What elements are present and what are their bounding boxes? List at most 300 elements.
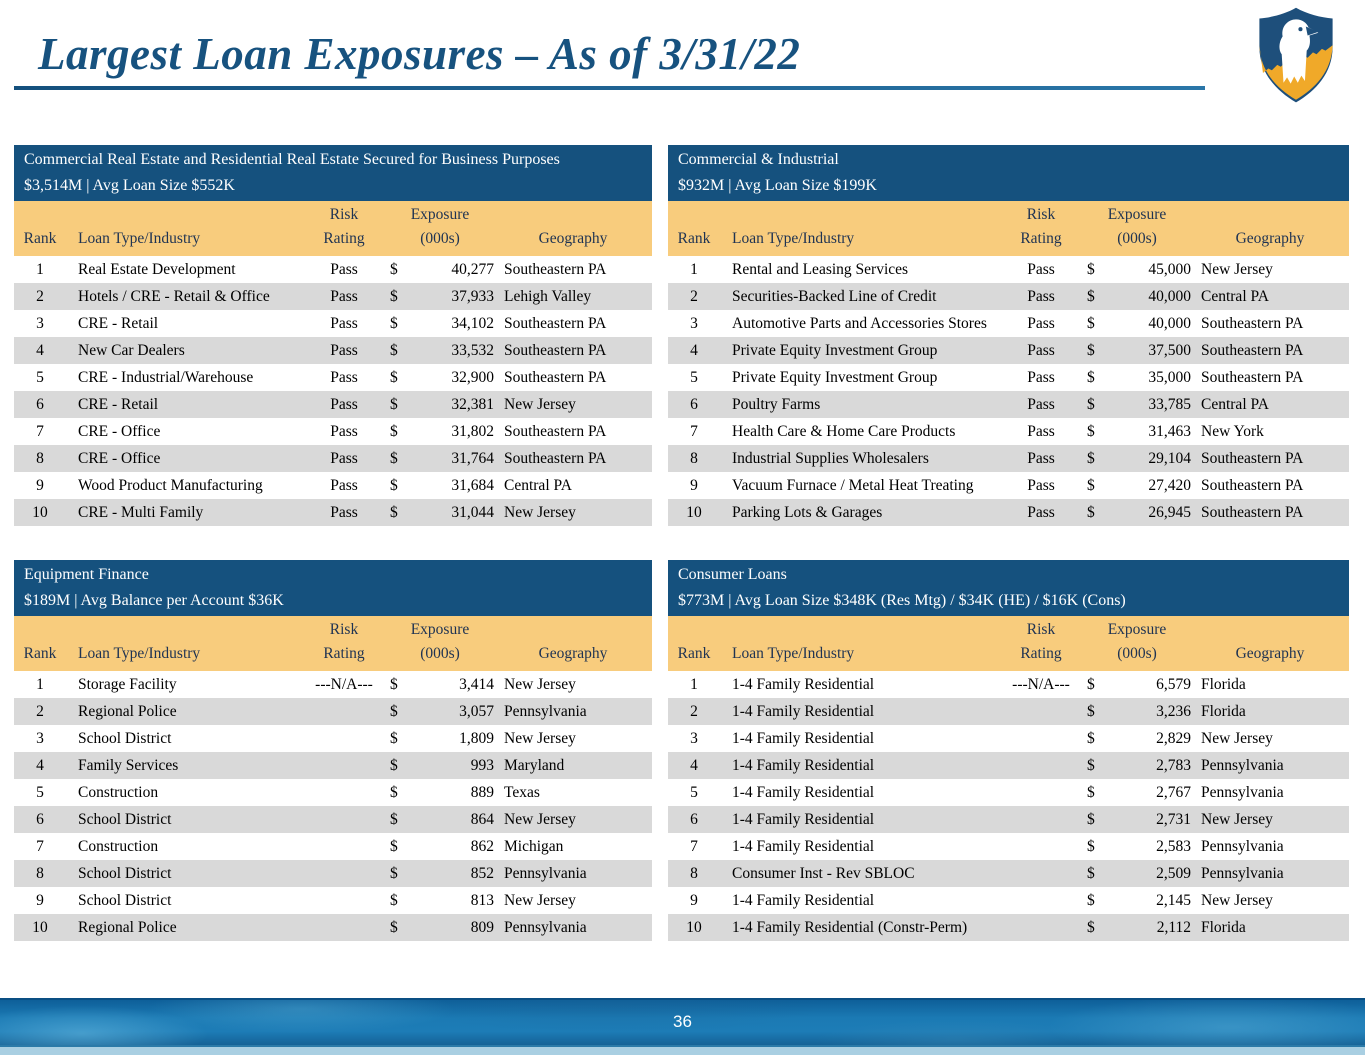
col-header-rank: Rank	[23, 230, 57, 247]
exposure-cell: 40,000	[1148, 314, 1191, 332]
exposure-cell: 31,463	[1148, 422, 1191, 440]
table-row	[668, 337, 1349, 364]
dollar-sign: $	[1087, 287, 1095, 305]
loan-type-cell: School District	[78, 891, 172, 909]
exposure-cell: 40,000	[1148, 287, 1191, 305]
rank-cell: 1	[36, 260, 44, 278]
rank-cell: 8	[690, 449, 698, 467]
loan-type-cell: Hotels / CRE - Retail & Office	[78, 287, 270, 305]
dollar-sign: $	[1087, 260, 1095, 278]
loan-type-cell: Regional Police	[78, 702, 177, 720]
risk-rating-cell: Pass	[1027, 476, 1055, 494]
rank-cell: 8	[690, 864, 698, 882]
loan-type-cell: Vacuum Furnace / Metal Heat Treating	[732, 476, 974, 494]
rank-cell: 4	[690, 756, 698, 774]
exposure-cell: 2,783	[1156, 756, 1191, 774]
table-row	[668, 752, 1349, 779]
table-title: Consumer Loans	[678, 566, 787, 583]
col-header-loan-type: Loan Type/Industry	[732, 230, 855, 247]
rank-cell: 5	[690, 368, 698, 386]
table-row	[14, 391, 652, 418]
geography-cell: Southeastern PA	[504, 422, 607, 440]
exposure-cell: 1,809	[459, 729, 494, 747]
rank-cell: 10	[32, 918, 48, 936]
rank-cell: 10	[32, 503, 48, 521]
table-title-band	[14, 145, 652, 201]
exposure-cell: 34,102	[451, 314, 494, 332]
dollar-sign: $	[1087, 891, 1095, 909]
rank-cell: 2	[690, 702, 698, 720]
dollar-sign: $	[1087, 449, 1095, 467]
table-row	[14, 860, 652, 887]
rank-cell: 8	[36, 449, 44, 467]
dollar-sign: $	[390, 891, 398, 909]
table-row	[14, 310, 652, 337]
geography-cell: New Jersey	[504, 503, 576, 521]
table-title-band	[14, 560, 652, 616]
geography-cell: Pennsylvania	[1201, 783, 1284, 801]
loan-type-cell: 1-4 Family Residential	[732, 675, 875, 693]
risk-rating-cell: Pass	[1027, 395, 1055, 413]
dollar-sign: $	[1087, 368, 1095, 386]
risk-rating-cell: Pass	[330, 476, 358, 494]
rank-cell: 7	[36, 422, 44, 440]
geography-cell: New Jersey	[1201, 891, 1273, 909]
table-body	[668, 671, 1349, 941]
table-row	[668, 671, 1349, 698]
dollar-sign: $	[1087, 756, 1095, 774]
loan-type-cell: Industrial Supplies Wholesalers	[732, 449, 929, 467]
exposure-cell: 2,112	[1156, 918, 1191, 936]
geography-cell: Southeastern PA	[504, 341, 607, 359]
col-header-risk-rating: Risk Rating	[323, 621, 365, 662]
exposure-cell: 29,104	[1148, 449, 1191, 467]
footer-bottom-strip	[0, 1045, 1365, 1055]
loan-type-cell: Regional Police	[78, 918, 177, 936]
col-header-risk-rating: Risk Rating	[1020, 206, 1062, 247]
table-row	[668, 725, 1349, 752]
rank-cell: 2	[690, 287, 698, 305]
table-title-band	[668, 145, 1349, 201]
risk-rating-cell: Pass	[1027, 260, 1055, 278]
table-row	[668, 806, 1349, 833]
table-row	[668, 698, 1349, 725]
exposure-cell: 31,802	[451, 422, 494, 440]
table-row	[14, 499, 652, 526]
exposure-cell: 35,000	[1148, 368, 1191, 386]
exposure-cell: 31,684	[451, 476, 494, 494]
table-row	[14, 725, 652, 752]
risk-rating-cell: Pass	[330, 287, 358, 305]
rank-cell: 5	[690, 783, 698, 801]
geography-cell: New Jersey	[504, 729, 576, 747]
table-row	[668, 418, 1349, 445]
loan-type-cell: CRE - Industrial/Warehouse	[78, 368, 254, 386]
col-header-geography: Geography	[538, 230, 608, 247]
exposure-cell: 31,764	[451, 449, 494, 467]
loan-type-cell: Construction	[78, 783, 159, 801]
geography-cell: Michigan	[504, 837, 564, 855]
risk-rating-cell: Pass	[1027, 314, 1055, 332]
table-row	[14, 752, 652, 779]
rank-cell: 5	[36, 368, 44, 386]
geography-cell: Central PA	[504, 476, 572, 494]
exposure-cell: 37,933	[451, 287, 494, 305]
col-header-loan-type: Loan Type/Industry	[732, 645, 855, 662]
dollar-sign: $	[1087, 729, 1095, 747]
dollar-sign: $	[1087, 810, 1095, 828]
exposure-cell: 2,583	[1156, 837, 1191, 855]
rank-cell: 9	[690, 476, 698, 494]
exposure-cell: 993	[470, 756, 494, 774]
table-row	[668, 445, 1349, 472]
geography-cell: Florida	[1201, 675, 1246, 693]
rank-cell: 9	[690, 891, 698, 909]
geography-cell: Southeastern PA	[1201, 449, 1304, 467]
dollar-sign: $	[390, 422, 398, 440]
column-header-row	[668, 616, 1349, 671]
exposure-cell: 33,532	[451, 341, 494, 359]
geography-cell: New Jersey	[504, 395, 576, 413]
geography-cell: Lehigh Valley	[504, 287, 592, 305]
col-header-loan-type: Loan Type/Industry	[78, 230, 201, 247]
loan-type-cell: Wood Product Manufacturing	[78, 476, 263, 494]
table-cre	[14, 145, 652, 526]
geography-cell: Maryland	[504, 756, 565, 774]
dollar-sign: $	[390, 783, 398, 801]
page-number: 36	[673, 1012, 692, 1031]
dollar-sign: $	[1087, 918, 1095, 936]
exposure-cell: 6,579	[1156, 675, 1191, 693]
page-title: Largest Loan Exposures – As of 3/31/22	[38, 29, 801, 79]
dollar-sign: $	[390, 287, 398, 305]
loan-type-cell: Health Care & Home Care Products	[732, 422, 956, 440]
col-header-geography: Geography	[1235, 230, 1305, 247]
rank-cell: 3	[690, 729, 698, 747]
exposure-cell: 3,414	[459, 675, 494, 693]
col-header-risk-rating: Risk Rating	[1020, 621, 1062, 662]
risk-rating-cell: Pass	[330, 422, 358, 440]
table-subtitle: $3,514M | Avg Loan Size $552K	[24, 177, 235, 194]
geography-cell: New Jersey	[1201, 810, 1273, 828]
risk-rating-cell: Pass	[330, 341, 358, 359]
risk-rating-cell: Pass	[1027, 341, 1055, 359]
exposure-cell: 809	[470, 918, 494, 936]
dollar-sign: $	[390, 368, 398, 386]
rank-cell: 7	[690, 422, 698, 440]
col-header-rank: Rank	[677, 230, 711, 247]
risk-rating-cell: Pass	[330, 395, 358, 413]
exposure-cell: 45,000	[1148, 260, 1191, 278]
exposure-cell: 40,277	[451, 260, 494, 278]
risk-rating-cell: Pass	[1027, 368, 1055, 386]
col-header-geography: Geography	[1235, 645, 1305, 662]
exposure-cell: 889	[470, 783, 494, 801]
table-row	[14, 472, 652, 499]
geography-cell: Southeastern PA	[504, 314, 607, 332]
geography-cell: Southeastern PA	[1201, 341, 1304, 359]
loan-type-cell: 1-4 Family Residential	[732, 810, 875, 828]
loan-type-cell: Automotive Parts and Accessories Stores	[732, 314, 987, 332]
exposure-cell: 32,381	[451, 395, 494, 413]
dollar-sign: $	[1087, 503, 1095, 521]
loan-type-cell: School District	[78, 864, 172, 882]
exposure-cell: 31,044	[451, 503, 494, 521]
table-row	[668, 256, 1349, 283]
eagle-shield-logo-icon	[1248, 6, 1344, 106]
table-row	[14, 887, 652, 914]
loan-type-cell: CRE - Office	[78, 449, 161, 467]
col-header-exposure: Exposure (000s)	[410, 621, 470, 662]
col-header-loan-type: Loan Type/Industry	[78, 645, 201, 662]
geography-cell: Southeastern PA	[1201, 476, 1304, 494]
table-body	[668, 256, 1349, 526]
loan-type-cell: Rental and Leasing Services	[732, 260, 909, 278]
geography-cell: New Jersey	[1201, 729, 1273, 747]
table-row	[668, 779, 1349, 806]
column-header-row	[668, 201, 1349, 256]
table-row	[668, 833, 1349, 860]
exposure-cell: 27,420	[1148, 476, 1191, 494]
dollar-sign: $	[390, 449, 398, 467]
title-underline	[14, 86, 1205, 90]
col-header-exposure: Exposure (000s)	[1107, 206, 1167, 247]
table-title: Commercial Real Estate and Residential Real Estate Secured for Business Purposes	[24, 151, 560, 168]
geography-cell: New York	[1201, 422, 1264, 440]
table-row	[14, 364, 652, 391]
dollar-sign: $	[1087, 702, 1095, 720]
loan-type-cell: Private Equity Investment Group	[732, 368, 938, 386]
table-row	[14, 833, 652, 860]
dollar-sign: $	[1087, 675, 1095, 693]
rank-cell: 7	[36, 837, 44, 855]
rank-cell: 9	[36, 476, 44, 494]
table-row	[668, 914, 1349, 941]
loan-type-cell: CRE - Office	[78, 422, 161, 440]
table-row	[14, 445, 652, 472]
geography-cell: Florida	[1201, 702, 1246, 720]
col-header-exposure: Exposure (000s)	[410, 206, 470, 247]
table-row	[668, 887, 1349, 914]
dollar-sign: $	[390, 675, 398, 693]
dollar-sign: $	[1087, 476, 1095, 494]
dollar-sign: $	[1087, 341, 1095, 359]
loan-type-cell: New Car Dealers	[78, 341, 185, 359]
geography-cell: Southeastern PA	[1201, 368, 1304, 386]
dollar-sign: $	[390, 476, 398, 494]
risk-rating-cell: Pass	[1027, 449, 1055, 467]
geography-cell: Pennsylvania	[504, 702, 587, 720]
loan-type-cell: Storage Facility	[78, 675, 177, 693]
table-consumer-loans	[668, 560, 1349, 941]
exposure-cell: 862	[470, 837, 494, 855]
rank-cell: 4	[36, 756, 44, 774]
table-body	[14, 671, 652, 941]
column-header-row	[14, 201, 652, 256]
loan-type-cell: 1-4 Family Residential	[732, 702, 875, 720]
loan-type-cell: Securities-Backed Line of Credit	[732, 287, 937, 305]
table-row	[14, 283, 652, 310]
loan-type-cell: Consumer Inst - Rev SBLOC	[732, 864, 915, 882]
dollar-sign: $	[1087, 837, 1095, 855]
rank-cell: 1	[690, 675, 698, 693]
geography-cell: Central PA	[1201, 395, 1269, 413]
risk-rating-cell: ---N/A---	[1012, 675, 1070, 693]
table-row	[668, 364, 1349, 391]
col-header-risk-rating: Risk Rating	[323, 206, 365, 247]
risk-rating-cell: Pass	[330, 260, 358, 278]
geography-cell: Pennsylvania	[1201, 837, 1284, 855]
exposure-cell: 26,945	[1148, 503, 1191, 521]
table-title: Commercial & Industrial	[678, 151, 839, 168]
table-row	[14, 418, 652, 445]
table-row	[14, 671, 652, 698]
exposure-cell: 33,785	[1148, 395, 1191, 413]
risk-rating-cell: Pass	[1027, 422, 1055, 440]
table-row	[668, 472, 1349, 499]
risk-rating-cell: Pass	[330, 503, 358, 521]
exposure-cell: 2,767	[1156, 783, 1191, 801]
loan-type-cell: CRE - Retail	[78, 314, 159, 332]
table-subtitle: $932M | Avg Loan Size $199K	[678, 177, 877, 194]
exposure-cell: 3,236	[1156, 702, 1191, 720]
rank-cell: 6	[690, 395, 698, 413]
dollar-sign: $	[390, 314, 398, 332]
exposure-cell: 813	[470, 891, 494, 909]
dollar-sign: $	[390, 837, 398, 855]
col-header-rank: Rank	[23, 645, 57, 662]
table-row	[14, 914, 652, 941]
loan-type-cell: 1-4 Family Residential	[732, 729, 875, 747]
risk-rating-cell: ---N/A---	[315, 675, 373, 693]
risk-rating-cell: Pass	[1027, 503, 1055, 521]
table-equipment-finance	[14, 560, 652, 941]
geography-cell: Texas	[504, 783, 540, 801]
loan-type-cell: 1-4 Family Residential (Constr-Perm)	[732, 918, 968, 936]
risk-rating-cell: Pass	[330, 449, 358, 467]
dollar-sign: $	[1087, 314, 1095, 332]
rank-cell: 6	[36, 810, 44, 828]
table-row	[14, 256, 652, 283]
loan-type-cell: School District	[78, 810, 172, 828]
exposure-cell: 37,500	[1148, 341, 1191, 359]
table-subtitle: $189M | Avg Balance per Account $36K	[24, 592, 284, 609]
loan-type-cell: 1-4 Family Residential	[732, 756, 875, 774]
loan-type-cell: Poultry Farms	[732, 395, 821, 413]
rank-cell: 3	[36, 729, 44, 747]
dollar-sign: $	[390, 503, 398, 521]
rank-cell: 4	[36, 341, 44, 359]
footer-band	[0, 998, 1365, 1045]
geography-cell: Southeastern PA	[1201, 314, 1304, 332]
tables-grid	[14, 145, 1349, 941]
rank-cell: 4	[690, 341, 698, 359]
geography-cell: New Jersey	[504, 891, 576, 909]
risk-rating-cell: Pass	[330, 314, 358, 332]
dollar-sign: $	[390, 702, 398, 720]
rank-cell: 6	[36, 395, 44, 413]
geography-cell: New Jersey	[1201, 260, 1273, 278]
risk-rating-cell: Pass	[330, 368, 358, 386]
loan-type-cell: CRE - Retail	[78, 395, 159, 413]
table-row	[668, 499, 1349, 526]
dollar-sign: $	[1087, 783, 1095, 801]
table-row	[14, 337, 652, 364]
table-row	[668, 860, 1349, 887]
exposure-cell: 2,731	[1156, 810, 1191, 828]
rank-cell: 9	[36, 891, 44, 909]
geography-cell: New Jersey	[504, 810, 576, 828]
rank-cell: 5	[36, 783, 44, 801]
geography-cell: Pennsylvania	[504, 918, 587, 936]
loan-type-cell: Construction	[78, 837, 159, 855]
column-header-row	[14, 616, 652, 671]
table-row	[668, 283, 1349, 310]
loan-type-cell: 1-4 Family Residential	[732, 783, 875, 801]
dollar-sign: $	[390, 810, 398, 828]
dollar-sign: $	[390, 756, 398, 774]
loan-type-cell: CRE - Multi Family	[78, 503, 204, 521]
rank-cell: 3	[36, 314, 44, 332]
geography-cell: Southeastern PA	[504, 368, 607, 386]
loan-type-cell: 1-4 Family Residential	[732, 837, 875, 855]
exposure-cell: 2,829	[1156, 729, 1191, 747]
dollar-sign: $	[1087, 864, 1095, 882]
geography-cell: Southeastern PA	[1201, 503, 1304, 521]
table-row	[668, 391, 1349, 418]
rank-cell: 2	[36, 287, 44, 305]
col-header-geography: Geography	[538, 645, 608, 662]
dollar-sign: $	[390, 341, 398, 359]
rank-cell: 1	[690, 260, 698, 278]
table-title: Equipment Finance	[24, 566, 149, 583]
rank-cell: 10	[686, 918, 702, 936]
rank-cell: 2	[36, 702, 44, 720]
exposure-cell: 864	[470, 810, 494, 828]
geography-cell: New Jersey	[504, 675, 576, 693]
table-row	[14, 698, 652, 725]
dollar-sign: $	[1087, 395, 1095, 413]
rank-cell: 1	[36, 675, 44, 693]
col-header-exposure: Exposure (000s)	[1107, 621, 1167, 662]
col-header-rank: Rank	[677, 645, 711, 662]
exposure-cell: 32,900	[451, 368, 494, 386]
exposure-cell: 2,509	[1156, 864, 1191, 882]
loan-type-cell: Private Equity Investment Group	[732, 341, 938, 359]
dollar-sign: $	[390, 729, 398, 747]
rank-cell: 8	[36, 864, 44, 882]
table-row	[14, 806, 652, 833]
risk-rating-cell: Pass	[1027, 287, 1055, 305]
geography-cell: Southeastern PA	[504, 449, 607, 467]
dollar-sign: $	[390, 918, 398, 936]
loan-type-cell: Parking Lots & Garages	[732, 503, 883, 521]
geography-cell: Pennsylvania	[1201, 756, 1284, 774]
table-commercial-industrial	[668, 145, 1349, 526]
table-body	[14, 256, 652, 526]
loan-type-cell: 1-4 Family Residential	[732, 891, 875, 909]
loan-type-cell: School District	[78, 729, 172, 747]
rank-cell: 10	[686, 503, 702, 521]
dollar-sign: $	[390, 260, 398, 278]
table-row	[14, 779, 652, 806]
geography-cell: Southeastern PA	[504, 260, 607, 278]
geography-cell: Pennsylvania	[504, 864, 587, 882]
exposure-cell: 852	[470, 864, 494, 882]
loan-type-cell: Family Services	[78, 756, 179, 774]
geography-cell: Pennsylvania	[1201, 864, 1284, 882]
rank-cell: 6	[690, 810, 698, 828]
